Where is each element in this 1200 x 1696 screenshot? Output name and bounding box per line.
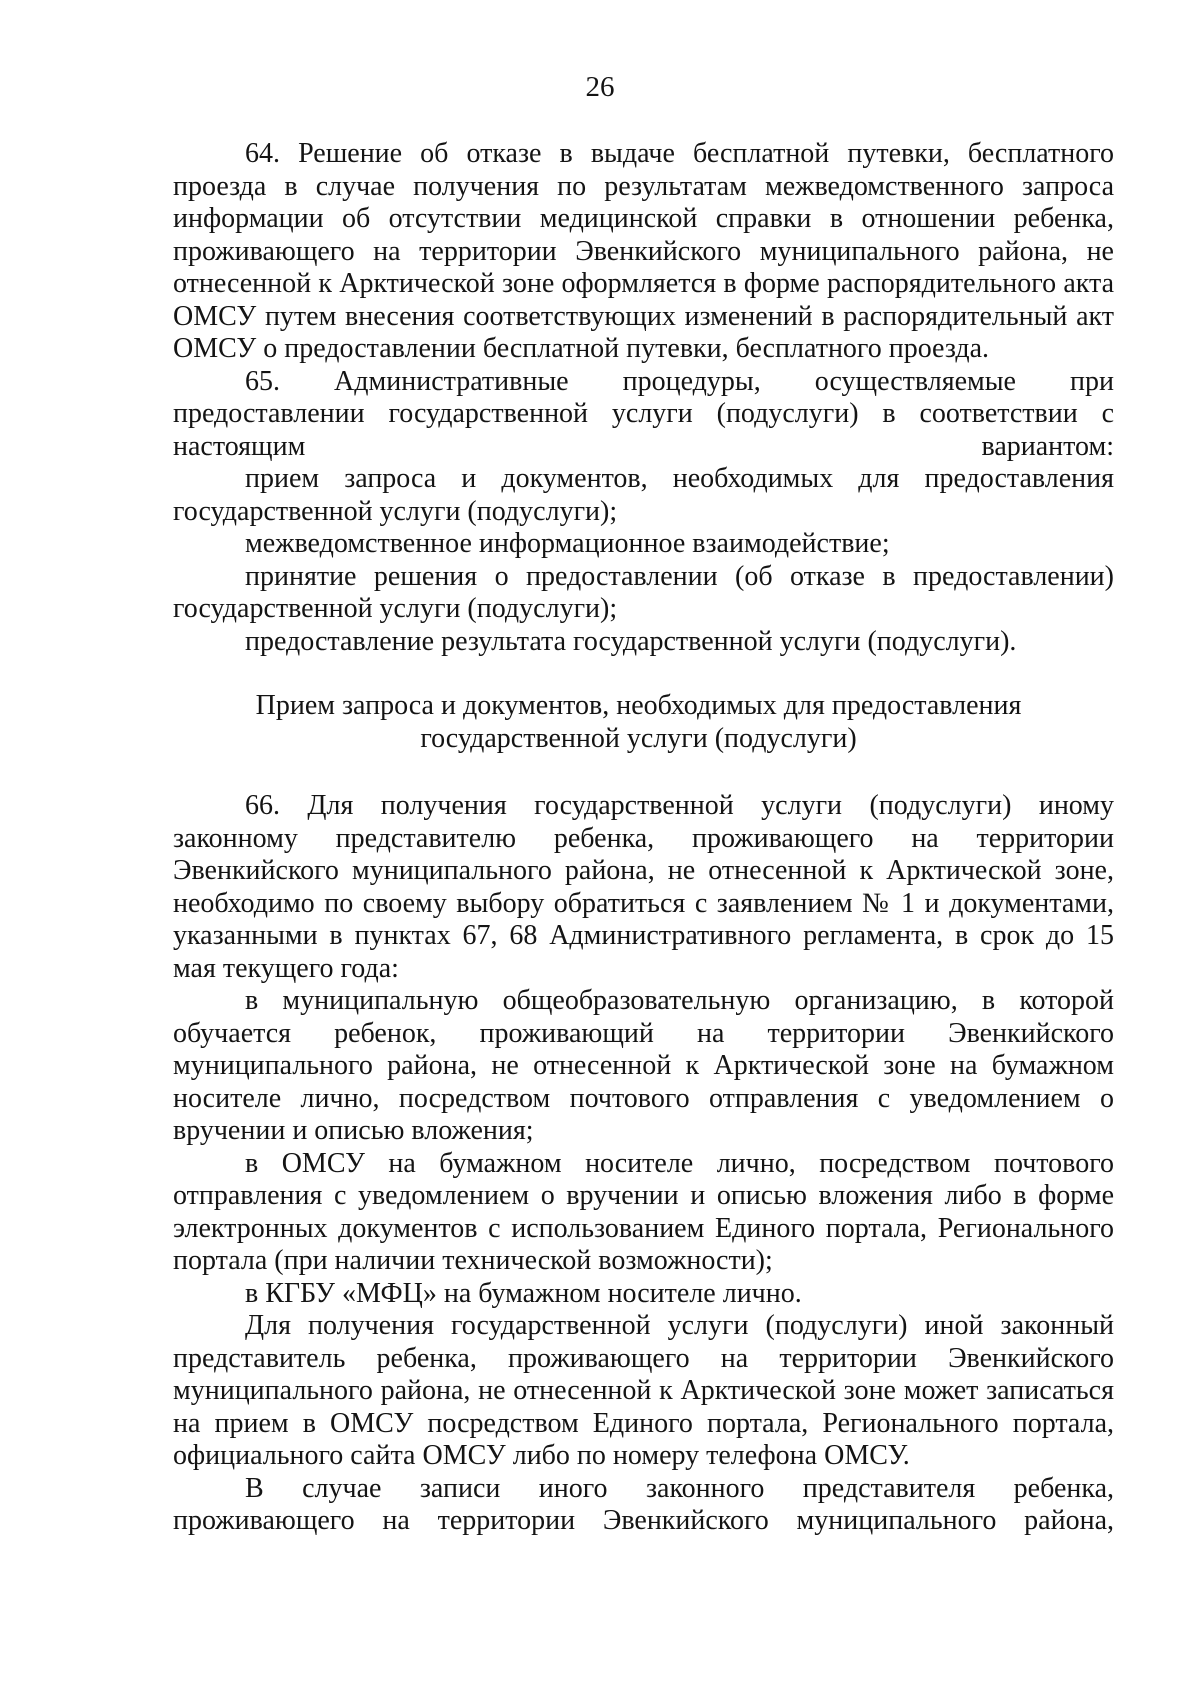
page-number: 26 [585, 71, 615, 103]
paragraph-64: 64. Решение об отказе в выдаче бесплатной путевки, бесплатного проезда в случае получения по результатам межведомственного запроса информации об отсутствии медицинской справки в отношении ребенка, проживающего на территории Эвенкийского муниципального района, не отнесенной к Арктической зоне оформляется в форме распорядительного акта ОМСУ путем внесения соответствующих изменений в распорядительный акт ОМСУ о предоставлении бесплатной путевки, бесплатного проезда. [173, 138, 1114, 364]
paragraph-66-case: В случае записи иного законного представителя ребенка, проживающего на территории Эвенкийского муниципального района, [173, 1472, 1114, 1536]
paragraph-65-item-4: предоставление результата государственной услуги (подуслуги). [245, 625, 1017, 657]
paragraph-65-item-3: принятие решения о предоставлении (об отказе в предоставлении) государственной услуги (подуслуги); [173, 560, 1114, 624]
document-body [173, 138, 1114, 1538]
paragraph-66-item-3: в КГБУ «МФЦ» на бумажном носителе лично. [245, 1277, 802, 1309]
paragraph-65-item-2: межведомственное информационное взаимодействие; [245, 528, 890, 559]
paragraph-66-item-2: в ОМСУ на бумажном носителе лично, посредством почтового отправления с уведомлением о вручении и описью вложения либо в форме электронных документов с использованием Единого портала, Регионального портала (при наличии технической возможности); [173, 1147, 1114, 1276]
paragraph-65: 65. Административные процедуры, осуществляемые при предоставлении государственной услуги (подуслуги) в соответствии с настоящим вариантом: [173, 365, 1114, 462]
paragraph-66-item-1: в муниципальную общеобразовательную организацию, в которой обучается ребенок, проживающий на территории Эвенкийского муниципального района, не отнесенной к Арктической зоне на бумажном носителе лично, посредством почтового отправления с уведомлением о вручении и описью вложения; [173, 985, 1114, 1146]
section-heading-line-1: Прием запроса и документов, необходимых для предоставления [255, 690, 1022, 721]
paragraph-66-record: Для получения государственной услуги (подуслуги) иной законный представитель ребенка, проживающего на территории Эвенкийского муниципального района, не отнесенной к Арктической зоне может записаться на прием в ОМСУ посредством Единого портала, Регионального портала, официального сайта ОМСУ либо по номеру телефона ОМСУ. [173, 1310, 1114, 1471]
paragraph-65-item-1: прием запроса и документов, необходимых для предоставления государственной услуги (подуслуги); [173, 463, 1114, 527]
paragraph-66: 66. Для получения государственной услуги (подуслуги) иному законному представителю ребенка, проживающего на территории Эвенкийского муниципального района, не отнесенной к Арктической зоне, необходимо по своему выбору обратиться с заявлением № 1 и документами, указанными в пунктах 67, 68 Административного регламента, в срок до 15 мая текущего года: [173, 790, 1114, 984]
section-heading [173, 690, 1114, 755]
section-heading-line-2: государственной услуги (подуслуги) [420, 722, 857, 754]
